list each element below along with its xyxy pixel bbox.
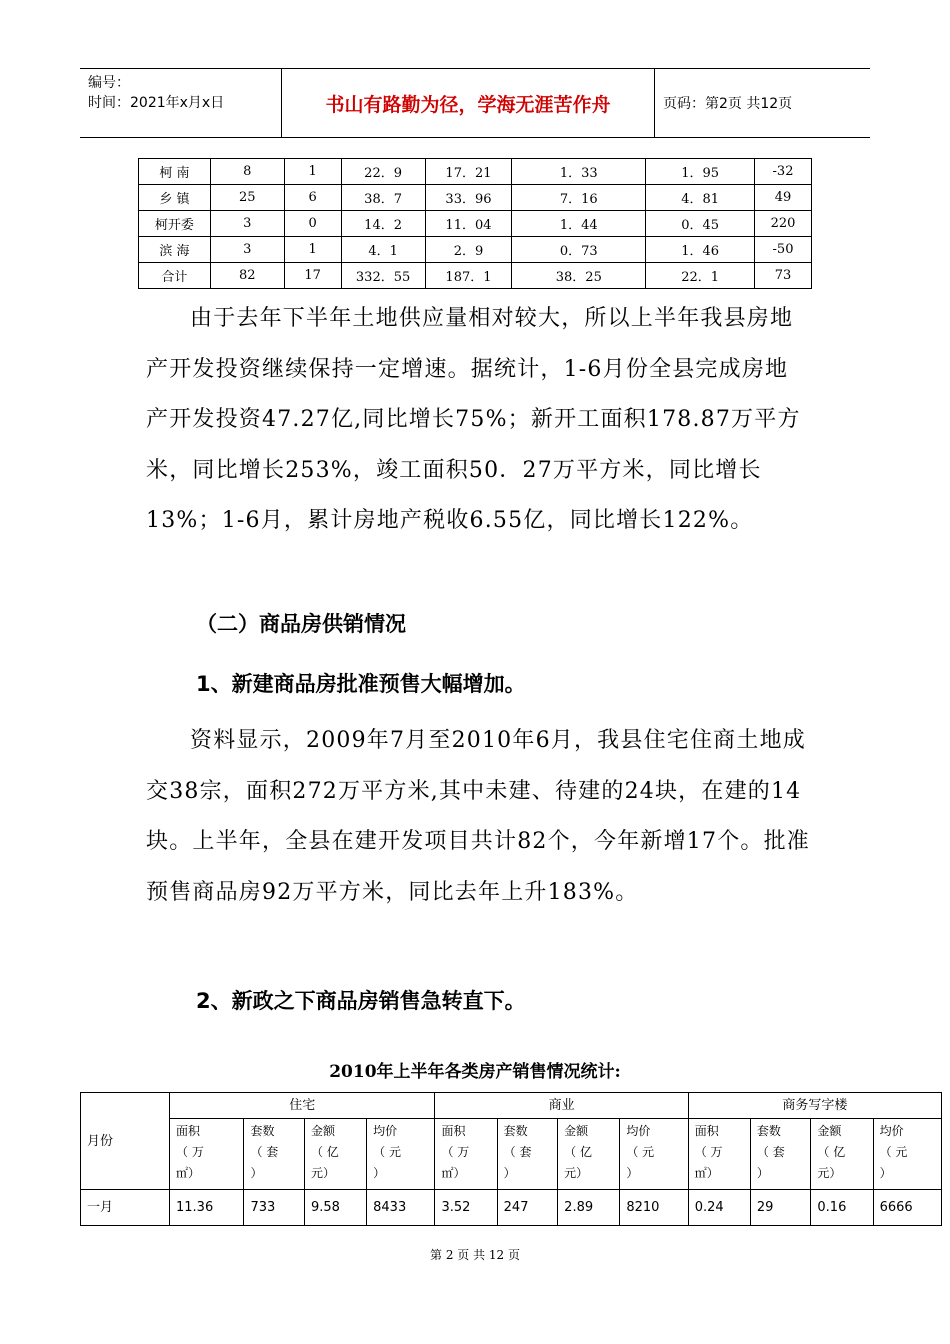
table-cell: 22．1 xyxy=(646,263,755,289)
document-number-label: 编号： xyxy=(88,75,130,91)
group-residential: 住宅 xyxy=(170,1093,435,1119)
table-cell: 3 xyxy=(210,237,284,263)
table-cell: 220 xyxy=(755,211,812,237)
table-cell: 1．95 xyxy=(646,159,755,185)
subheader-line: 套数 xyxy=(756,1124,781,1138)
table-cell: 14．2 xyxy=(341,211,425,237)
table-cell: 11.36 xyxy=(170,1190,244,1226)
table-cell: 3 xyxy=(210,211,284,237)
column-subheader xyxy=(750,1119,811,1190)
table-cell: 17 xyxy=(284,263,341,289)
table-cell: -32 xyxy=(755,159,812,185)
presale-paragraph: 资料显示，2009年7月至2010年6月，我县住宅住商土地成交38宗，面积272万平方米,其中未建、待建的24块，在建的14块。上半年，全县在建开发项目共计82个，今年新增17个。批准预售商品房92万平方米，同比去年上升183%。 xyxy=(146,728,810,905)
table-cell: 4．81 xyxy=(646,185,755,211)
subheader-line: 面积 xyxy=(176,1124,201,1138)
subheader-line: 金额 xyxy=(310,1124,335,1138)
month-header: 月份 xyxy=(81,1093,170,1190)
investment-paragraph: 由于去年下半年土地供应量相对较大，所以上半年我县房地产开发投资继续保持一定增速。据统计，1-6月份全县完成房地产开发投资47.27亿,同比增长75%；新开工面积178.87万平方米，同比增长253%，竣工面积50．27万平方米，同比增长13%；1-6月，累计房地产税收6.55亿，同比增长122%。 xyxy=(146,306,801,533)
column-subheader xyxy=(620,1119,688,1190)
group-commercial: 商业 xyxy=(435,1093,688,1119)
subheader-line: 均价 xyxy=(879,1124,904,1138)
subheader-line: （ 套 xyxy=(756,1145,785,1159)
subheading-sales-decline: 2、新政之下商品房销售急转直下。 xyxy=(196,989,526,1013)
subheader-line: 元） xyxy=(564,1166,589,1180)
table-row xyxy=(139,159,812,185)
subheader-line: （ 元 xyxy=(879,1145,908,1159)
header-meta xyxy=(80,69,282,137)
table-cell: 1．44 xyxy=(512,211,646,237)
subheader-line: （ 套 xyxy=(250,1145,279,1159)
table-cell: 0．73 xyxy=(512,237,646,263)
table-cell: 4．1 xyxy=(341,237,425,263)
table-cell: 2．9 xyxy=(425,237,512,263)
table-cell: 9.58 xyxy=(304,1190,366,1226)
subheader-line: （ 万 xyxy=(176,1145,204,1159)
table-cell: 332．55 xyxy=(341,263,425,289)
subheader-line: ） xyxy=(250,1166,263,1180)
column-subheader xyxy=(873,1119,941,1190)
subheader-line: ） xyxy=(373,1166,386,1180)
table-cell: 8433 xyxy=(367,1190,435,1226)
subheader-line: ㎡） xyxy=(441,1166,466,1180)
subheader-line: 元） xyxy=(310,1166,335,1180)
table-cell: 1 xyxy=(284,159,341,185)
month-cell: 一月 xyxy=(81,1190,170,1226)
subheader-line: ㎡） xyxy=(694,1166,719,1180)
subheader-line: （ 元 xyxy=(373,1145,401,1159)
table-cell: 1．46 xyxy=(646,237,755,263)
column-subheader xyxy=(558,1119,620,1190)
subheader-line: （ 万 xyxy=(441,1145,470,1159)
subheader-line: ） xyxy=(626,1166,639,1180)
column-subheader xyxy=(170,1119,244,1190)
subheader-line: ） xyxy=(503,1166,516,1180)
table-row xyxy=(139,263,812,289)
table-cell: 8 xyxy=(210,159,284,185)
subheader-line: 面积 xyxy=(694,1124,719,1138)
subheader-line: 均价 xyxy=(626,1124,651,1138)
table-cell: 29 xyxy=(750,1190,811,1226)
table-cell: 1 xyxy=(284,237,341,263)
subheader-line: 元） xyxy=(817,1166,842,1180)
table-cell: 247 xyxy=(497,1190,558,1226)
subheader-line: 均价 xyxy=(373,1124,398,1138)
column-subheader xyxy=(304,1119,366,1190)
table-cell: 38．7 xyxy=(341,185,425,211)
table-row xyxy=(139,211,812,237)
page-footer: 第 2 页 共 12 页 xyxy=(430,1248,520,1262)
subheader-line: （ 亿 xyxy=(817,1145,846,1159)
subheader-line: 金额 xyxy=(564,1124,589,1138)
table-row xyxy=(139,237,812,263)
subheader-line: （ 万 xyxy=(694,1145,723,1159)
subheader-line: ） xyxy=(879,1166,892,1180)
table-cell: 2.89 xyxy=(558,1190,620,1226)
table-row xyxy=(81,1190,942,1226)
table-cell: 25 xyxy=(210,185,284,211)
table-row xyxy=(139,185,812,211)
table-cell: 0.16 xyxy=(811,1190,873,1226)
subheading-presale: 1、新建商品房批准预售大幅增加。 xyxy=(196,672,526,696)
table-cell: 6666 xyxy=(873,1190,941,1226)
subheader-line: 面积 xyxy=(441,1124,466,1138)
table-cell: 38．25 xyxy=(512,263,646,289)
column-subheader xyxy=(811,1119,873,1190)
subheader-line: （ 亿 xyxy=(564,1145,592,1159)
table-cell: 11．04 xyxy=(425,211,512,237)
header-slogan: 书山有路勤为径，学海无涯苦作舟 xyxy=(282,69,655,137)
subheader-line: （ 套 xyxy=(503,1145,532,1159)
table-cell: 柯开委 xyxy=(139,211,211,237)
table-cell: 滨 海 xyxy=(139,237,211,263)
table-cell: 柯 南 xyxy=(139,159,211,185)
table-cell: 33．96 xyxy=(425,185,512,211)
table-cell: 6 xyxy=(284,185,341,211)
sales-table-title: 2010年上半年各类房产销售情况统计: xyxy=(329,1062,621,1082)
subheader-line: ） xyxy=(756,1166,769,1180)
subheader-line: （ 元 xyxy=(626,1145,655,1159)
column-subheader xyxy=(244,1119,305,1190)
table-cell: 187．1 xyxy=(425,263,512,289)
table-cell: 3.52 xyxy=(435,1190,497,1226)
table-cell: 0．45 xyxy=(646,211,755,237)
table-cell: 22．9 xyxy=(341,159,425,185)
header-page-info: 页码：第2页 共12页 xyxy=(663,96,793,112)
table-cell: 8210 xyxy=(620,1190,688,1226)
column-subheader xyxy=(435,1119,497,1190)
table-cell: 合计 xyxy=(139,263,211,289)
table-cell: 733 xyxy=(244,1190,305,1226)
table-cell: 7．16 xyxy=(512,185,646,211)
subheader-line: ㎡） xyxy=(176,1166,201,1180)
subheader-line: 套数 xyxy=(250,1124,275,1138)
table-cell: 82 xyxy=(210,263,284,289)
table-cell: 49 xyxy=(755,185,812,211)
subheader-line: （ 亿 xyxy=(310,1145,339,1159)
table-cell: 乡 镇 xyxy=(139,185,211,211)
section-heading-supply-sales: （二）商品房供销情况 xyxy=(196,612,406,636)
column-subheader xyxy=(688,1119,750,1190)
page-header xyxy=(80,68,870,138)
table-cell: 1．33 xyxy=(512,159,646,185)
table-cell: 73 xyxy=(755,263,812,289)
subheader-line: 套数 xyxy=(503,1124,528,1138)
investment-table xyxy=(138,158,812,289)
column-subheader xyxy=(497,1119,558,1190)
sales-table xyxy=(80,1092,942,1226)
table-cell: -50 xyxy=(755,237,812,263)
table-cell: 0 xyxy=(284,211,341,237)
document-time: 时间：2021年x月x日 xyxy=(88,95,225,111)
table-cell: 17．21 xyxy=(425,159,512,185)
subheader-line: 金额 xyxy=(817,1124,842,1138)
group-office: 商务写字楼 xyxy=(688,1093,941,1119)
table-cell: 0.24 xyxy=(688,1190,750,1226)
column-subheader xyxy=(367,1119,435,1190)
